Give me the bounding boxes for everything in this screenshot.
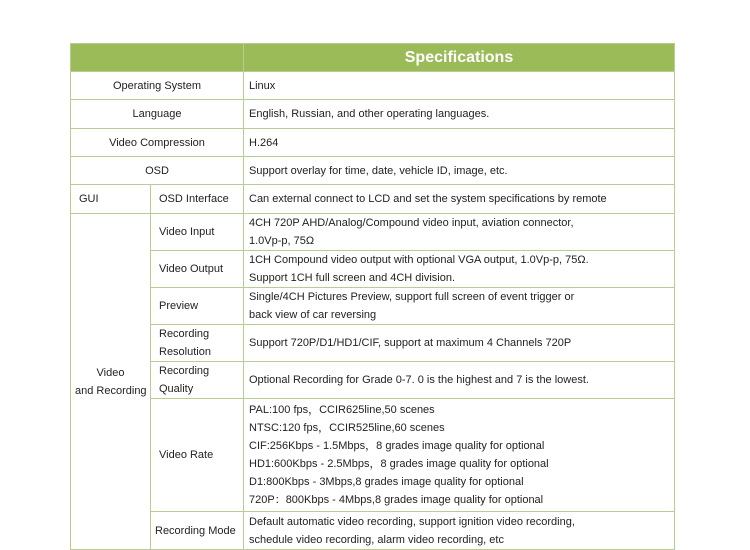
spec-value-line: PAL:100 fps，CCIR625line,50 scenes bbox=[249, 404, 435, 416]
spec-label: Preview bbox=[151, 288, 244, 325]
spec-label: Video Compression bbox=[71, 129, 244, 157]
spec-row-recording-quality bbox=[71, 362, 675, 399]
spec-value-line: D1:800Kbps - 3Mbps,8 grades image quality for optional bbox=[249, 476, 524, 488]
spec-row-recording-resolution bbox=[71, 325, 675, 362]
spec-label bbox=[151, 362, 244, 399]
header-row bbox=[71, 44, 675, 72]
spec-label: Video Input bbox=[151, 214, 244, 251]
spec-row-video-output bbox=[71, 251, 675, 288]
spec-value: Support 720P/D1/HD1/CIF, support at maximum 4 Channels 720P bbox=[244, 325, 675, 362]
spec-row-video-rate bbox=[71, 399, 675, 512]
spec-value-line: 1.0Vp-p, 75Ω bbox=[249, 235, 315, 247]
table-title: Specifications bbox=[244, 44, 675, 72]
spec-value-line: NTSC:120 fps，CCIR525line,60 scenes bbox=[249, 422, 445, 434]
spec-label: Video Output bbox=[151, 251, 244, 288]
spec-value bbox=[244, 288, 675, 325]
spec-label: Operating System bbox=[71, 72, 244, 100]
spec-label: Recording Mode bbox=[151, 512, 244, 550]
spec-value-line: Default automatic video recording, support ignition video recording, bbox=[249, 515, 575, 528]
spec-value-line: HD1:600Kbps - 2.5Mbps，8 grades image quality for optional bbox=[249, 458, 549, 470]
spec-value-line: Support 1CH full screen and 4CH division. bbox=[249, 272, 456, 284]
group-label-gui: GUI bbox=[71, 185, 151, 214]
spec-value-line: back view of car reversing bbox=[249, 309, 377, 321]
spec-label bbox=[151, 325, 244, 362]
group-label-line: Video bbox=[96, 366, 125, 379]
spec-value-line: CIF:256Kbps - 1.5Mbps，8 grades image quality for optional bbox=[249, 440, 545, 452]
spec-value-line: 4CH 720P AHD/Analog/Compound video input, aviation connector, bbox=[249, 217, 574, 229]
spec-row-preview bbox=[71, 288, 675, 325]
spec-label: Language bbox=[71, 100, 244, 129]
spec-label-line: Resolution bbox=[159, 346, 211, 358]
spec-value: English, Russian, and other operating languages. bbox=[244, 100, 675, 129]
spec-value: Optional Recording for Grade 0-7. 0 is the highest and 7 is the lowest. bbox=[244, 362, 675, 399]
spec-label-line: Quality bbox=[159, 383, 194, 395]
group-label-video-recording bbox=[71, 214, 151, 550]
spec-value bbox=[244, 251, 675, 288]
spec-row-compression bbox=[71, 129, 675, 157]
spec-label: OSD Interface bbox=[151, 185, 244, 214]
spec-value bbox=[244, 512, 675, 550]
spec-value: Support overlay for time, date, vehicle ID, image, etc. bbox=[244, 157, 675, 185]
spec-value: H.264 bbox=[244, 129, 675, 157]
specifications-table bbox=[70, 43, 675, 550]
spec-label: Video Rate bbox=[151, 399, 244, 512]
spec-row-language bbox=[71, 100, 675, 129]
spec-value: Can external connect to LCD and set the system specifications by remote bbox=[244, 185, 675, 214]
spec-row-video-input bbox=[71, 214, 675, 251]
header-blank-cell bbox=[71, 44, 244, 72]
spec-value-line: 1CH Compound video output with optional VGA output, 1.0Vp-p, 75Ω. bbox=[249, 254, 589, 266]
spec-value-line: 720P：800Kbps - 4Mbps,8 grades image quality for optional bbox=[249, 494, 544, 506]
group-label-line: and Recording bbox=[75, 384, 147, 397]
spec-value bbox=[244, 214, 675, 251]
spec-value bbox=[244, 399, 675, 512]
spec-row-osd bbox=[71, 157, 675, 185]
spec-label: OSD bbox=[71, 157, 244, 185]
spec-value: Linux bbox=[244, 72, 675, 100]
spec-row-os bbox=[71, 72, 675, 100]
spec-row-recording-mode bbox=[71, 512, 675, 550]
spec-row-gui bbox=[71, 185, 675, 214]
spec-value-line: schedule video recording, alarm video recording, etc bbox=[249, 533, 504, 546]
spec-label-line: Recording bbox=[159, 328, 210, 340]
spec-label-line: Recording bbox=[159, 365, 210, 377]
spec-value-line: Single/4CH Pictures Preview, support full screen of event trigger or bbox=[249, 291, 575, 303]
